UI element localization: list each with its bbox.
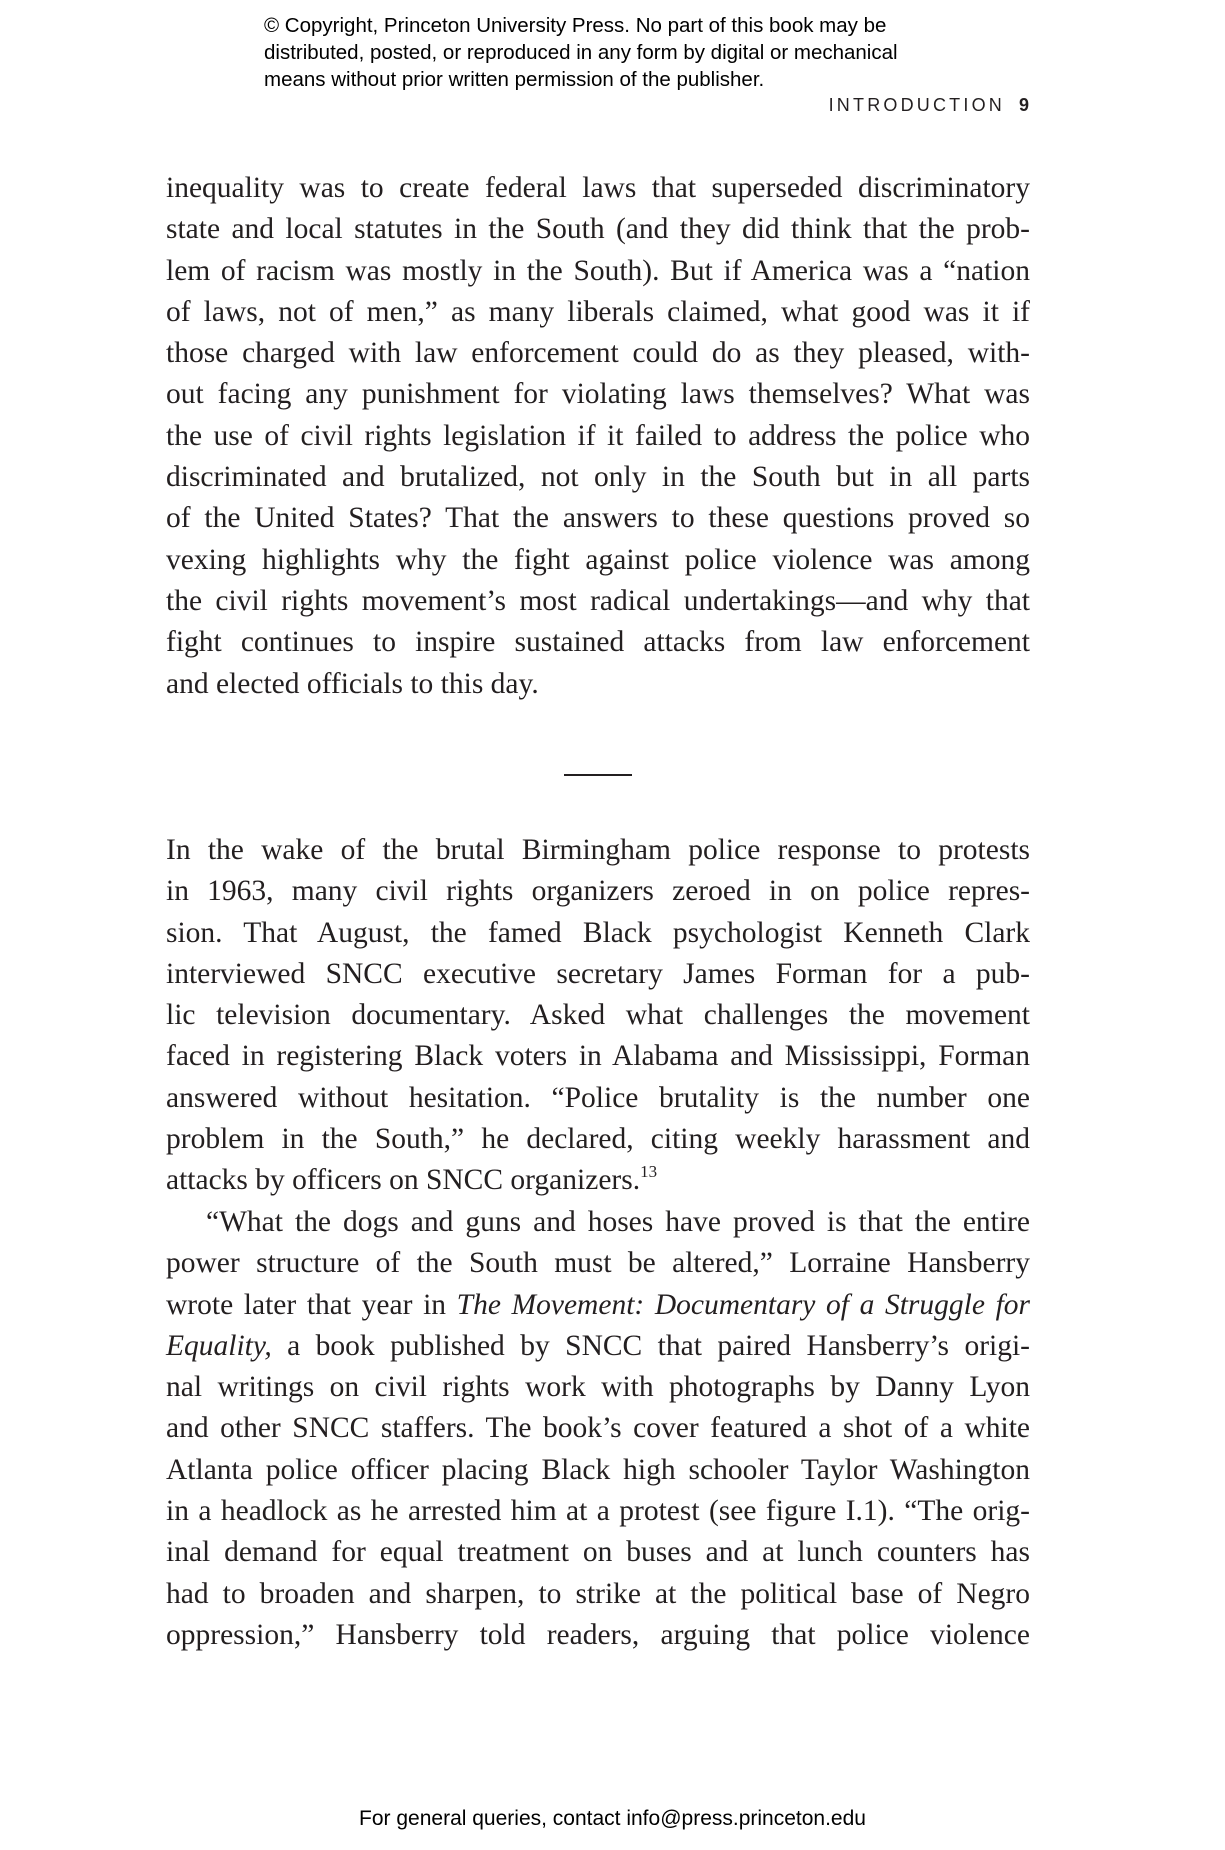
text-line: and elected officials to this day. (166, 667, 539, 700)
text-line: inal demand for equal treatment on buses and at lunch counters has (166, 1536, 1030, 1569)
text-line: in 1963, many civil rights organizers zeroed in on police repres- (166, 875, 1030, 908)
text-line: inequality was to create federal laws that superseded discriminatory (166, 172, 1030, 204)
footer-contact: For general queries, contact info@press.princeton.edu (359, 1807, 866, 1830)
text-line: problem in the South,” he declared, citing weekly harassment and (166, 1123, 1030, 1156)
text-line: sion. That August, the famed Black psychologist Kenneth Clark (166, 916, 1030, 949)
text-line: lic television documentary. Asked what challenges the movement (166, 999, 1030, 1032)
section-break-rule (564, 774, 632, 776)
text-line: the civil rights movement’s most radical undertakings—and why that (166, 584, 1030, 617)
paragraph-3 (166, 1202, 1030, 1656)
running-head-section: INTRODUCTION (828, 95, 1005, 115)
text-segment: wrote later that year in (166, 1288, 457, 1321)
text-line (166, 1326, 1030, 1367)
text-segment: attacks by officers on SNCC organizers. (166, 1164, 641, 1197)
text-line: fight continues to inspire sustained attacks from law enforcement (166, 626, 1030, 659)
text-line: lem of racism was mostly in the South). But if America was a “nation (166, 254, 1030, 287)
text-line: and other SNCC staffers. The book’s cover featured a shot of a white (166, 1412, 1030, 1445)
paragraph-1 (166, 168, 1030, 705)
text-line: of laws, not of men,” as many liberals claimed, what good was it if (166, 295, 1030, 328)
text-line: interviewed SNCC executive secretary James Forman for a pub- (166, 957, 1030, 990)
text-line: faced in registering Black voters in Alabama and Mississippi, Forman (166, 1040, 1030, 1073)
text-line: of the United States? That the answers to these questions proved so (166, 502, 1030, 535)
text-line: oppression,” Hansberry told readers, arguing that police violence (166, 1618, 1030, 1651)
page-number: 9 (1018, 95, 1029, 115)
book-title: The Movement: Documentary of a Struggle for (456, 1288, 1030, 1321)
text-line: “What the dogs and guns and hoses have proved is that the entire (206, 1206, 1030, 1238)
book-title: Equality, (166, 1329, 272, 1362)
text-line: power structure of the South must be altered,” Lorraine Hansberry (166, 1247, 1030, 1280)
copyright-line: means without prior written permission of the publisher. (264, 68, 765, 91)
text-line: nal writings on civil rights work with photographs by Danny Lyon (166, 1371, 1030, 1404)
text-line: answered without hesitation. “Police brutality is the number one (166, 1081, 1030, 1114)
text-line: out facing any punishment for violating laws themselves? What was (166, 378, 1030, 411)
text-line: vexing highlights why the fight against police violence was among (166, 543, 1030, 576)
copyright-line: © Copyright, Princeton University Press. No part of this book may be (264, 14, 887, 37)
paragraph-2 (166, 830, 1030, 1202)
text-line: Atlanta police officer placing Black high schooler Taylor Washington (166, 1453, 1030, 1486)
copyright-line: distributed, posted, or reproduced in any form by digital or mechanical (264, 41, 898, 64)
running-head (829, 95, 1029, 116)
endnote-reference[interactable]: 13 (640, 1161, 658, 1181)
text-line: the use of civil rights legislation if it failed to address the police who (166, 419, 1030, 452)
text-line: had to broaden and sharpen, to strike at the political base of Negro (166, 1577, 1030, 1610)
text-segment: a book published by SNCC that paired Hansberry’s origi- (271, 1329, 1030, 1362)
text-line: state and local statutes in the South (and they did think that the prob- (166, 213, 1030, 246)
text-line (166, 1160, 1030, 1201)
text-line: in a headlock as he arrested him at a protest (see figure I.1). “The orig- (166, 1495, 1030, 1528)
copyright-notice (264, 12, 1024, 93)
text-line: those charged with law enforcement could do as they pleased, with- (166, 337, 1030, 370)
text-line (166, 1285, 1030, 1326)
text-line: In the wake of the brutal Birmingham police response to protests (166, 834, 1030, 866)
text-line: discriminated and brutalized, not only in the South but in all parts (166, 461, 1030, 494)
